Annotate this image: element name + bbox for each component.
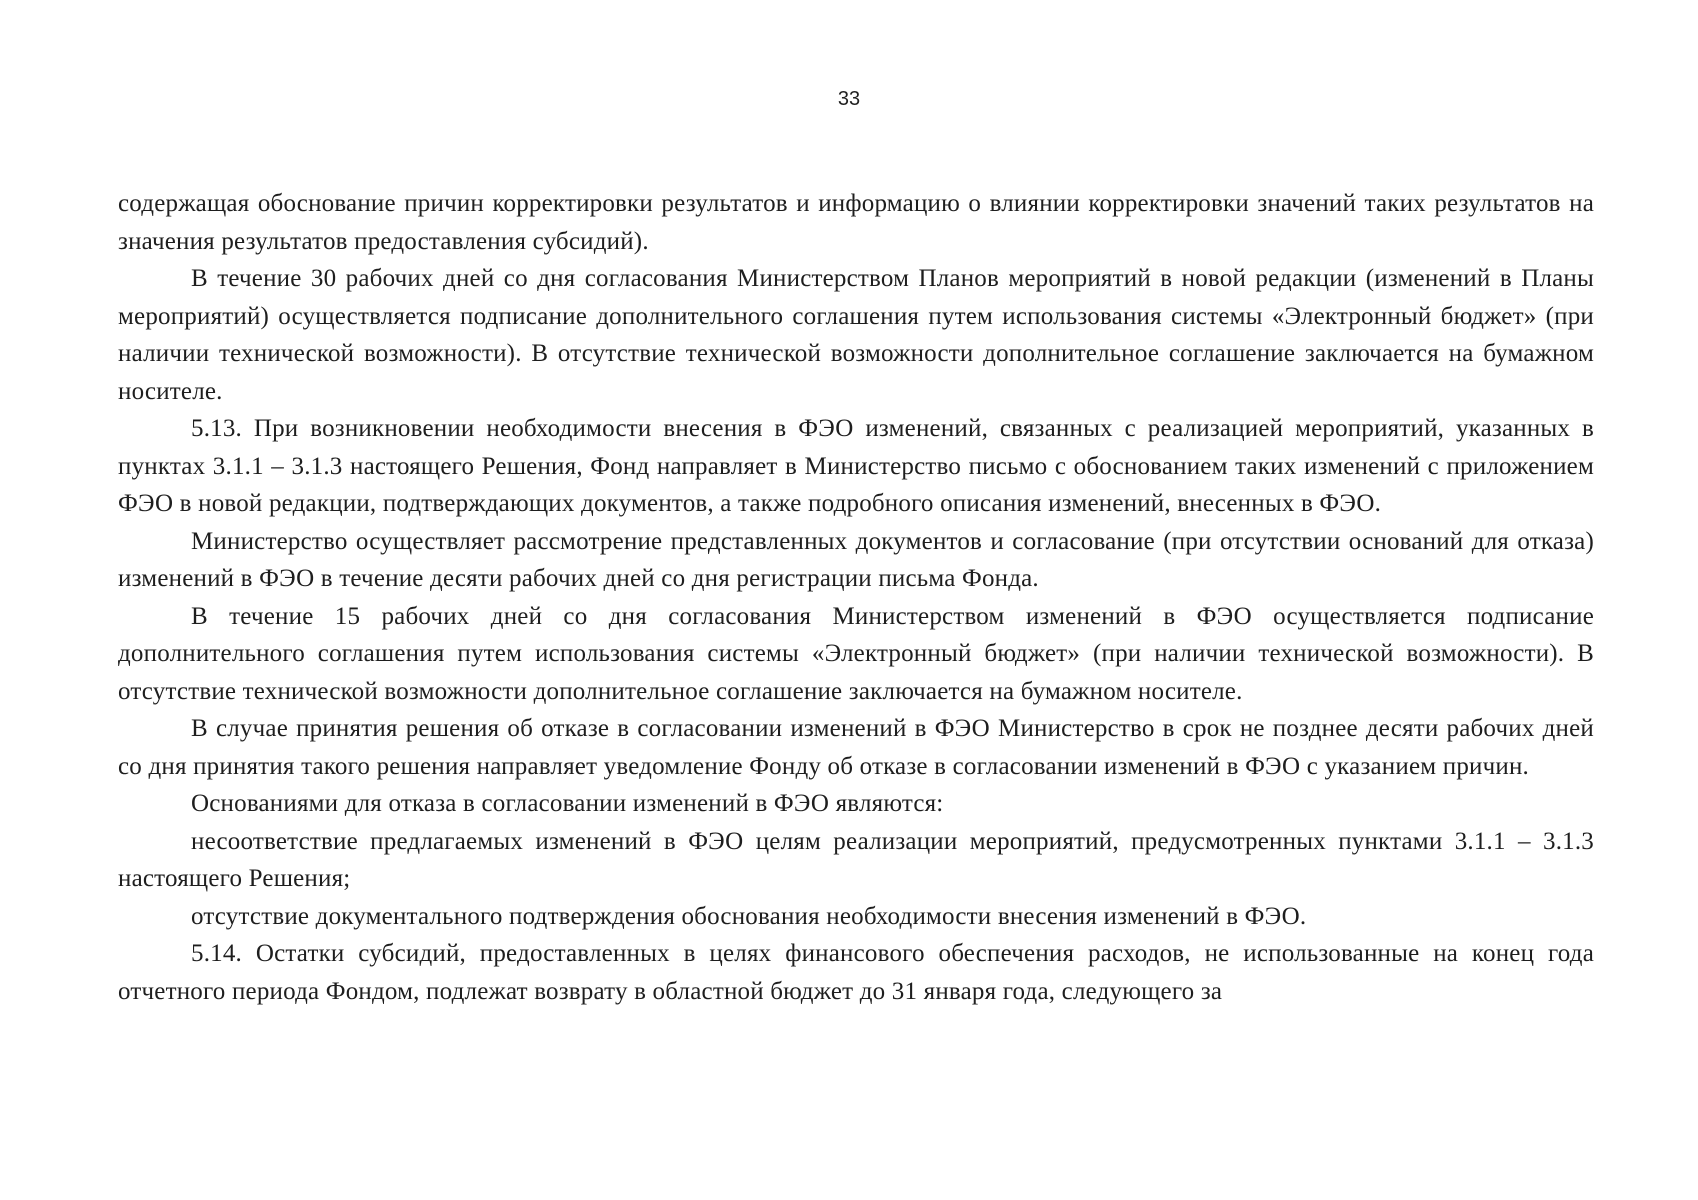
paragraph-feo-agreement: В течение 15 рабочих дней со дня согласования Министерством изменений в ФЭО осуществляется подписание дополнительного соглашения путем использования системы «Электронный бюджет» (при наличии технической возможности). В отсутствие технической возможности дополнительное соглашение заключается на бумажном носителе. [118,602,1594,705]
paragraph-ministry-review: Министерство осуществляет рассмотрение представленных документов и согласование (при отсутствии оснований для отказа) изменений в ФЭО в течение десяти рабочих дней со дня регистрации письма Фонда. [118,527,1594,592]
paragraph-ground-mismatch: несоответствие предлагаемых изменений в ФЭО целям реализации мероприятий, предусмотренных пунктами 3.1.1 – 3.1.3 настоящего Решения; [118,827,1594,892]
paragraph-refusal-notice: В случае принятия решения об отказе в согласовании изменений в ФЭО Министерство в срок не позднее десяти рабочих дней со дня принятия такого решения направляет уведомление Фонду об отказе в согласовании изменений в ФЭО с указанием причин. [118,715,1594,780]
paragraph-5-14: 5.14. Остатки субсидий, предоставленных в целях финансового обеспечения расходов, не использованные на конец года отчетного периода Фондом, подлежат возврату в областной бюджет до 31 января года, следующего за [118,940,1594,1005]
paragraph-refusal-grounds: Основаниями для отказа в согласовании изменений в ФЭО являются: [191,790,944,817]
paragraph-ground-no-docs: отсутствие документального подтверждения обоснования необходимости внесения изменений в ФЭО. [191,902,1307,930]
paragraph-continuation: содержащая обоснование причин корректировки результатов и информацию о влиянии корректировки значений таких результатов на значения результатов предоставления субсидий). [118,190,1594,255]
page-number: 33 [837,88,861,110]
paragraph-plans-agreement: В течение 30 рабочих дней со дня согласования Министерством Планов мероприятий в новой редакции (изменений в Планы мероприятий) осуществляется подписание дополнительного соглашения путем использования системы «Электронный бюджет» (при наличии технической возможности). В отсутствие технической возможности дополнительное соглашение заключается на бумажном носителе. [118,265,1594,405]
paragraph-5-13: 5.13. При возникновении необходимости внесения в ФЭО изменений, связанных с реализацией мероприятий, указанных в пунктах 3.1.1 – 3.1.3 настоящего Решения, Фонд направляет в Министерство письмо с обоснованием таких изменений с приложением ФЭО в новой редакции, подтверждающих документов, а также подробного описания изменений, внесенных в ФЭО. [118,415,1594,517]
document-body [118,185,1594,1010]
